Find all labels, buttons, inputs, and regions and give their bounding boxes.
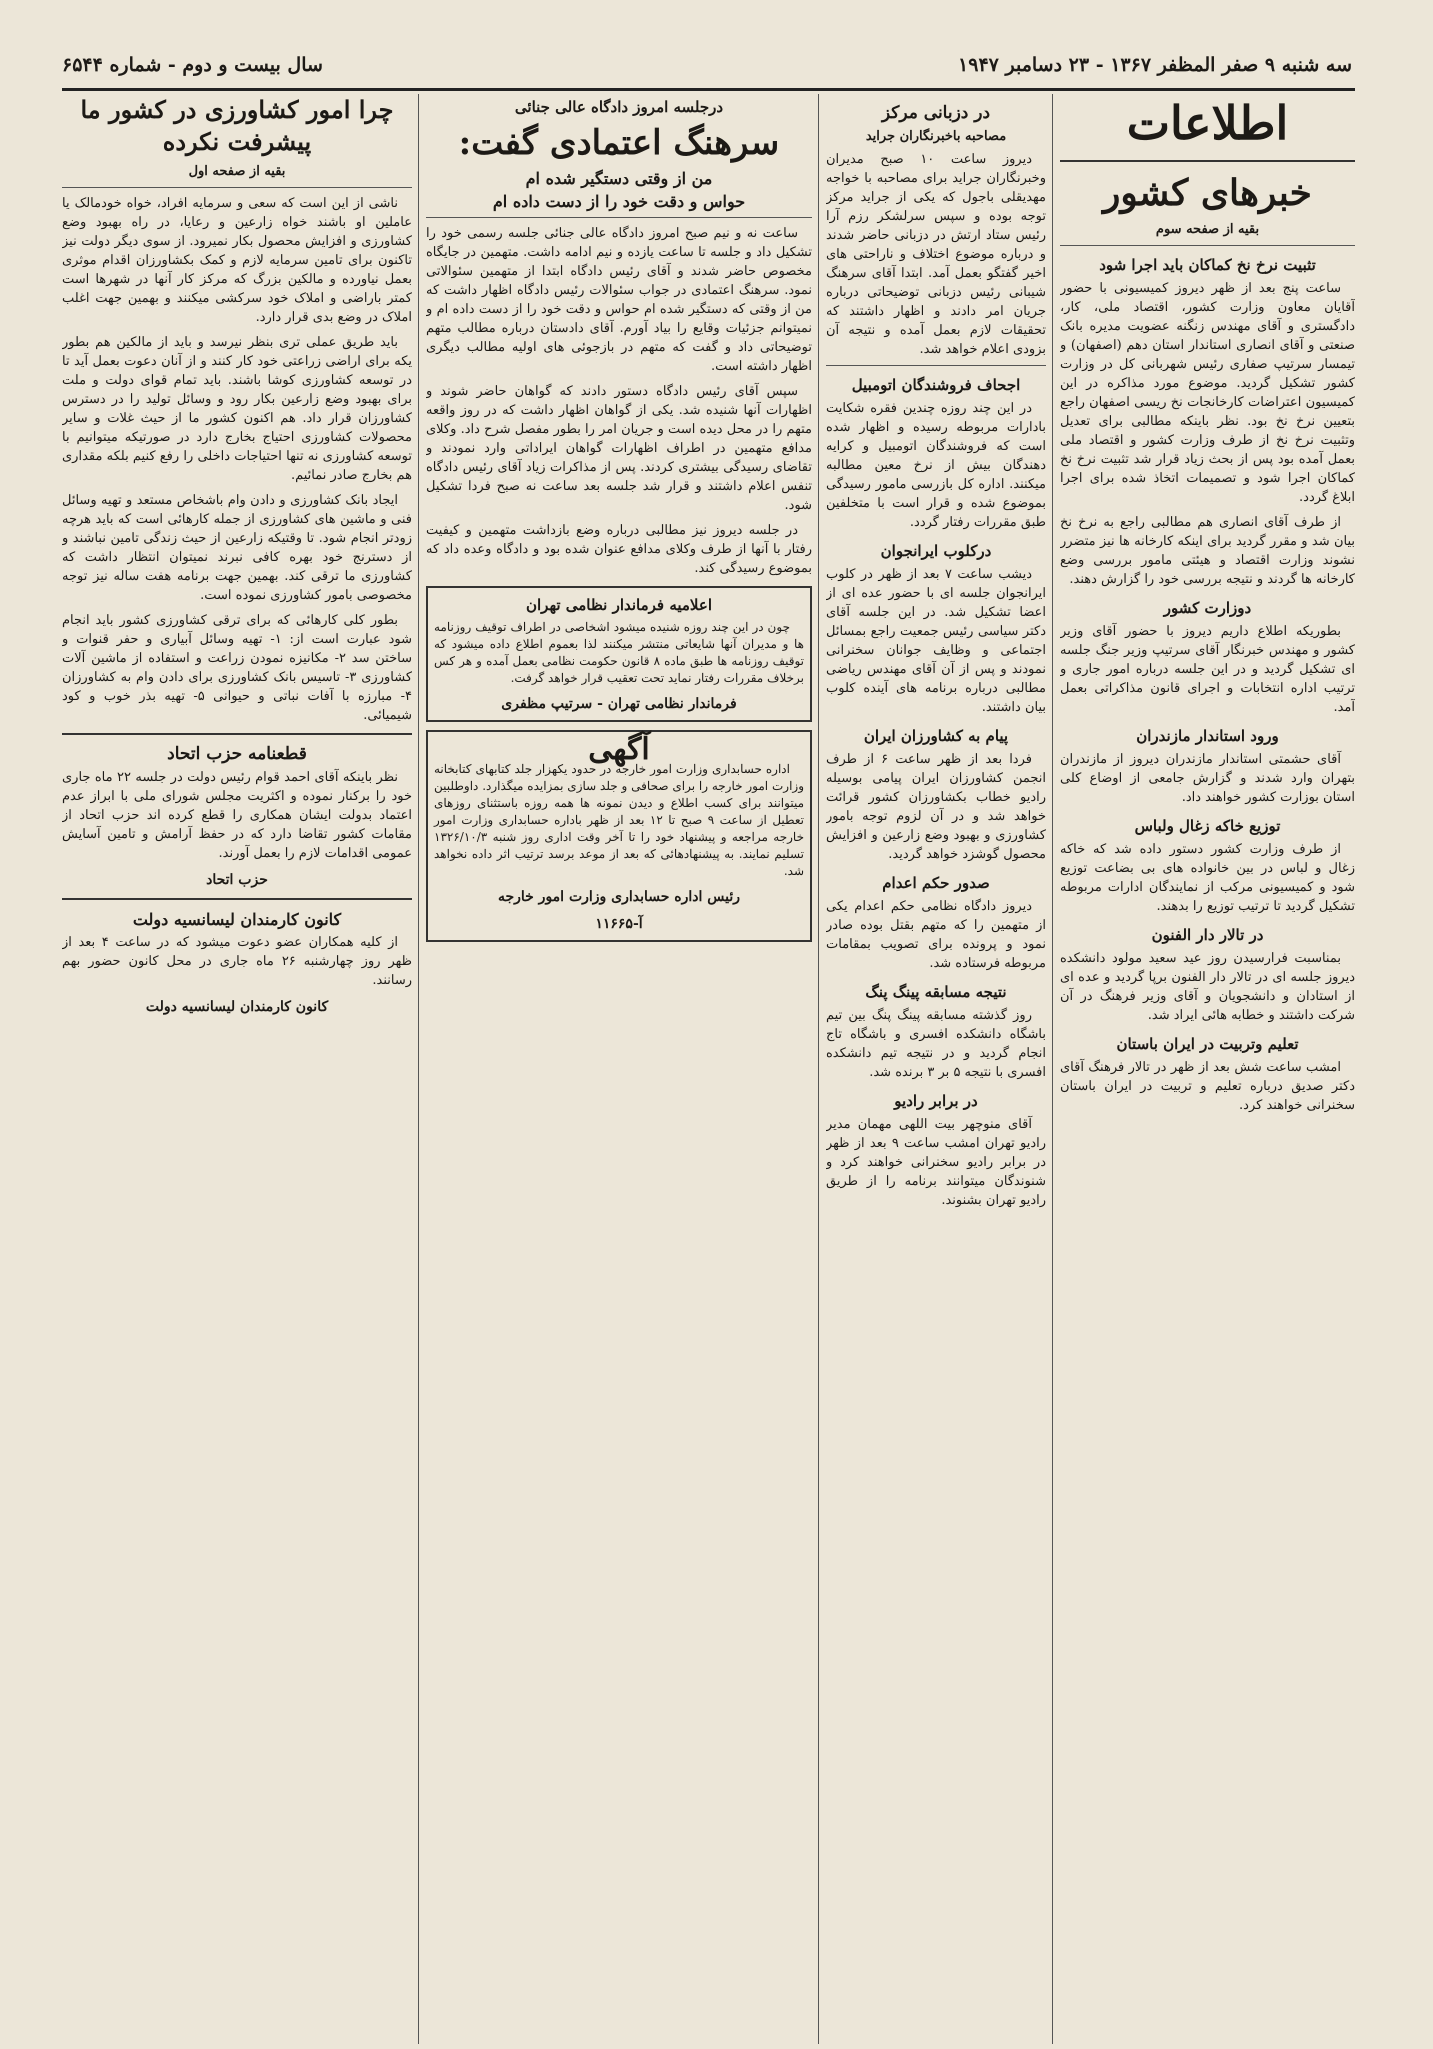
article-subheadline: حواس و دقت خود را از دست داده ام bbox=[492, 192, 746, 211]
rule bbox=[62, 733, 412, 735]
article-title: پیام به کشاورزان ایران bbox=[863, 727, 1009, 745]
article-title: نتیجه مسابقه پینگ پنگ bbox=[865, 983, 1007, 1001]
article-title: صدور حکم اعدام bbox=[882, 874, 990, 892]
advertisement bbox=[426, 730, 812, 942]
article-headline: سرهنگ اعتمادی گفت: bbox=[458, 123, 780, 163]
rule bbox=[826, 365, 1046, 366]
article-body: ایجاد بانک کشاورزی و دادن وام باشخاص مستعد و تهیه وسائل فنی و ماشین های کشاورزی از جمله کارهائی است که باید هرچه زودتر انجام شود. تا وقتیکه زارعین از حیث زندگی تامین نباشند و از دسترنج خود بهره کافی نبرند نمیتوان انتظار داشت که کشاورزی ما ترقی کند. بهمین جهت برنامه هفت ساله نیز توجه مخصوصی بامور کشاورزی نموده است. bbox=[62, 493, 412, 603]
section-subline: بقیه از صفحه سوم bbox=[1155, 222, 1260, 237]
newspaper-logo: اطلاعات bbox=[1126, 96, 1289, 150]
ad-body: اداره حسابداری وزارت امور خارجه در حدود یکهزار جلد کتابهای کتابخانه وزارت امور خارجه را برای صحافی و جلد سازی بمزایده میگذارد. داوطلبین میتوانند برای کسب اطلاع و دیدن نمونه ها همه روزه باستثنای روزهای تعطیل از ساعت ۹ صبح تا ۱۲ بعد از ظهر باداره حسابداری وزارت امور خارجه مراجعه و پیشنهاد خود را تا آخر وقت اداری روز شنبه ۱۳۲۶/۱۰/۳ تسلیم نمایند. به پیشنهادهائی که بعد از موعد برسد ترتیب اثر داده نخواهد شد. bbox=[434, 762, 804, 878]
article-body: دیروز دادگاه نظامی حکم اعدام یکی از متهمین را که متهم بقتل بوده صادر نمود و پرونده برای تصویب بمقامات مربوطه فرستاده شد. bbox=[826, 899, 1046, 971]
article-title: درکلوب ایرانجوان bbox=[880, 542, 992, 560]
ad-code: آ-۱۱۶۶۵ bbox=[595, 916, 643, 932]
article-title: در تالار دار الفنون bbox=[1151, 926, 1264, 944]
article-body: آقای منوچهر بیت اللهی مهمان مدیر رادیو تهران امشب ساعت ۹ بعد از ظهر در برابر رادیو سخنرانی خواهند کرد و شنوندگان میتوانند برنامه را از طریق رادیو تهران بشنوند. bbox=[826, 1117, 1046, 1208]
article-title: دوزارت کشور bbox=[1163, 599, 1252, 617]
rule bbox=[1060, 245, 1355, 246]
article-body: باید طریق عملی تری بنظر نیرسد و باید از مالکین هم بطور یکه برای اراضی زراعتی خود کار کنند و از آنان دعوت بعمل آید تا در توسعه کشاورزی کوشا باشند. باید تمام قوای دولت و ملت برای بهبود وضع زارعین بکار رود و وسائل تولید را در دسترس کشاورزان قرار داد. هم اکنون کشور ما از حیث غلات و سایر محصولات کشاورزی احتیاج بخارج دارد در صورتیکه میتوانیم با توسعه کشاورزی نه تنها احتیاجات داخلی را رفع کنیم بلکه مقداری هم بخارج صادر نمائیم. bbox=[62, 335, 412, 483]
column-news-2 bbox=[826, 94, 1046, 2044]
issue-date: سه شنبه ۹ صفر المظفر ۱۳۶۷ - ۲۳ دسامبر ۱۹۴۷ bbox=[958, 54, 1352, 76]
article-body: دیشب ساعت ۷ بعد از ظهر در کلوب ایرانجوان جلسه ای با حضور عده ای از اعضا تشکیل شد. در این جلسه آقای دکتر سیاسی رئیس جمعیت راجع بمسائل اجتماعی و وظایف جوانان سخنرانی نمودند و پس از آن آقای مهندس ریاضی مطالبی درباره برنامه های آینده کلوب بیان داشتند. bbox=[826, 567, 1046, 715]
article-title: تعلیم وتربیت در ایران باستان bbox=[1116, 1035, 1299, 1053]
article-signature: کانون کارمندان لیسانسیه دولت bbox=[145, 999, 329, 1015]
column-divider bbox=[818, 94, 819, 2044]
rule bbox=[1060, 160, 1355, 162]
article-subline: بقیه از صفحه اول bbox=[188, 164, 286, 179]
military-notice bbox=[426, 586, 812, 722]
article-body: ساعت پنج بعد از ظهر دیروز کمیسیونی با حضور آقایان معاون وزارت کشور، اقتصاد ملی، کار، دادگستری و آقای مهندس زنگنه عضویت مدیره بانک صنعتی و آقای انصاری استاندار استان دهم (اصفهان) و تیمسار سرتیپ صفاری رئیس شهربانی کل در وزارت کشور تشکیل گردید. موضوع مورد مذاکره در این کمیسیون اعتراضات کارخانجات نخ ریسی اصفهان راجع بتعیین نرخ نخ بود. نظر باینکه مطالبی برای تعدیل وتثبیت نرخ نخ از طرف وزارت کشور و اقتصاد ملی بعمل آمده بود پس از بحث زیاد قرار شد تثبیت نرخ نخ کماکان اجرا شود و تصمیمات اتخاذ شده برای اجرا ابلاغ گردد. bbox=[1060, 281, 1355, 505]
article-body: از طرف وزارت کشور دستور داده شد که خاکه زغال و لباس در بین خانواده های بی بضاعت توزیع شود و کمیسیونی مرکب از نمایندگان ادارات مربوطه تشکیل گردید تا ترتیب توزیع را بدهند. bbox=[1060, 842, 1355, 914]
article-title: در برابر رادیو bbox=[894, 1092, 978, 1110]
rule bbox=[62, 187, 412, 188]
ad-title: آگهی bbox=[588, 732, 650, 767]
section-headline: خبرهای کشور bbox=[1103, 172, 1312, 214]
article-body: امشب ساعت شش بعد از ظهر در تالار فرهنگ آقای دکتر صدیق درباره تعلیم و تربیت در ایران باستان سخنرانی خواهند کرد. bbox=[1060, 1060, 1355, 1113]
article-kicker: درجلسه امروز دادگاه عالی جنائی bbox=[514, 98, 724, 116]
article-signature: حزب اتحاد bbox=[206, 872, 268, 888]
ad-signature: رئیس اداره حسابداری وزارت امور خارجه bbox=[497, 889, 741, 905]
header-rule bbox=[62, 88, 1355, 91]
article-body: از طرف آقای انصاری هم مطالبی راجع به نرخ نخ بیان شد و مقرر گردید برای اینکه کارخانه ها نیز متضرر نشوند وزارت اقتصاد و هیئتی مامور بررسی وضع کارخانه ها گردند و نتیجه بررسی خود را گزارش دهند. bbox=[1060, 515, 1355, 587]
column-divider bbox=[418, 94, 419, 2044]
article-body: بمناسبت فرارسیدن روز عید سعید مولود دانشکده دیروز جلسه ای در تالار دار الفنون برپا گردید و عده ای از استادان و دانشجویان و آقای وزیر فرهنگ در آن شرکت داشتند و خطابه هائی ایراد شد. bbox=[1060, 951, 1355, 1023]
article-body: بطور کلی کارهائی که برای ترقی کشاورزی کشور باید انجام شود عبارت است از: ۱- تهیه وسائل آبیاری و حفر قنوات و ساختن سد ۲- مکانیزه نمودن زراعت و استفاده از ماشین آلات کشاورزی ۳- تاسیس بانک کشاورزی برای دادن وام به کشاورزان ۴- مبارزه با آفات نباتی و حیوانی ۵- تهیه بذر خوب و کود شیمیائی. bbox=[62, 613, 412, 723]
article-body: از کلیه همکاران عضو دعوت میشود که در ساعت ۴ بعد از ظهر روز چهارشنبه ۲۶ ماه جاری در محل کانون حضور بهم رسانند. bbox=[62, 935, 412, 988]
article-title: تثبیت نرخ نخ کماکان باید اجرا شود bbox=[1099, 256, 1316, 274]
column-agriculture bbox=[62, 94, 412, 2044]
article-body: بطوریکه اطلاع داریم دیروز با حضور آقای وزیر کشور و مهندس خبرنگار آقای سرتیپ وزیر جنگ جلسه ای تشکیل گردید و در این جلسه درباره امور جاری و ترتیب اداره انتخابات و اجرای قانون مذاکراتی بعمل آمد. bbox=[1060, 624, 1355, 715]
article-title: اجحاف فروشندگان اتومبیل bbox=[851, 376, 1021, 394]
article-body: ساعت نه و نیم صبح امروز دادگاه عالی جنائی جلسه رسمی خود را تشکیل داد و جلسه تا ساعت یازده و نیم ادامه داشت. متهمین در جایگاه مخصوص حاضر شدند و آقای رئیس دادگاه ابتدا از متهمین سئوالاتی نمود. سرهنگ اعتمادی در جواب سئوالات رئیس دادگاه اظهار داشت که من از وقتی که دستگیر شده ام حواس و دقت خود را از دست داده ام و نمیتوانم جزئیات وقایع را بیاد آورم. آقای دادستان درباره مطالب متهم توضیحاتی داد و گفت که متهم در بازجوئی های اولیه مطالب دیگری اظهار داشته است. bbox=[426, 226, 812, 374]
article-title: در دزبانی مرکز bbox=[881, 103, 991, 123]
notice-title: اعلامیه فرماندار نظامی تهران bbox=[526, 596, 712, 614]
article-title: کانون کارمندان لیسانسیه دولت bbox=[132, 910, 342, 929]
article-headline: چرا امور کشاورزی در کشور ما پیشرفت نکرده bbox=[80, 95, 394, 156]
column-divider bbox=[1052, 94, 1053, 2044]
article-body: ناشی از این است که سعی و سرمایه افراد، خواه خودمالک یا عاملین او باشند خواه زارعین و رعایا، در راه بهبود وضع کشاورزی و افزایش محصول بکار نمیرود. از سوی دیگر دولت نیز تاکنون برای تامین سرمایه لازم و کمک بکشاورزان اقدام موثری بعمل نیاورده و مالکین بزرگ که مرکز کار آنها در شهرها است کمتر باراضی و املاک خود سرکشی میکنند و بهمین جهت اغلب املاک در وضع بدی قرار دارد. bbox=[62, 196, 412, 325]
article-title: قطعنامه حزب اتحاد bbox=[167, 744, 307, 764]
article-body: سپس آقای رئیس دادگاه دستور دادند که گواهان حاضر شوند و اظهارات آنها شنیده شد. یکی از گواهان اظهار داشت که در روز واقعه متهم را در محل دیده است و جریان امر را بطور مفصل شرح داد. وکلای مدافع متهمین در اطراف اظهارات گواهان ایراداتی وارد نمودند و تقاضای رسیدگی بیشتری کردند. پس از مذاکرات زیاد آقای رئیس دادگاه تنفس اعلام داشتند و قرار شد جلسه بعد ساعت نه صبح فردا تشکیل شود. bbox=[426, 384, 812, 513]
column-court-story bbox=[426, 94, 812, 2044]
article-body: دیروز ساعت ۱۰ صبح مدیران وخبرنگاران جراید برای مصاحبه با خواجه مهدیقلی باجول که یکی از جراید مرکز توجه بوده و سپس سرلشکر رزم آرا رئیس ستاد ارتش در دزبانی حاضر شدند و درباره موضوع اختلاف و ناراحتی های اخیر گفتگو بعمل آمد. ابتدا آقای سرهنگ شیبانی رئیس دزبانی توضیحاتی درباره جریان امر دادند و اظهار داشتند که تحقیقات لازم بعمل آمده و نتیجه آن بزودی اعلام خواهد شد. bbox=[826, 152, 1046, 357]
notice-body: چون در این چند روزه شنیده میشود اشخاصی در اطراف توقیف روزنامه ها و مدیران آنها شایعاتی منتشر میکنند لذا بعموم اطلاع داده میشود که توقیف روزنامه ها طبق ماده ۸ قانون حکومت نظامی بعمل آمده و هر کس برخلاف مقررات رفتار نماید تحت تعقیب قرار خواهد گرفت. bbox=[434, 620, 804, 685]
article-body: روز گذشته مسابقه پینگ پنگ بین تیم باشگاه دانشکده افسری و باشگاه تاج انجام گردید و در نتیجه تیم دانشکده افسری با نتیجه ۵ بر ۳ برنده شد. bbox=[826, 1008, 1046, 1080]
article-body: در این چند روزه چندین فقره شکایت بادارات مربوطه رسیده و اظهار شده است که فروشندگان اتومبیل و کرایه دهندگان بیش از نرخ معین مطالبه میکنند. اداره کل بازرسی مامور رسیدگی بموضوع شده و قرار است با متخلفین طبق مقررات رفتار گردد. bbox=[826, 401, 1046, 530]
notice-signature: فرماندار نظامی تهران - سرتیپ مظفری bbox=[501, 696, 737, 712]
masthead-strip bbox=[62, 54, 1352, 82]
article-subheadline: من از وقتی دستگیر شده ام bbox=[525, 169, 713, 188]
column-local-news bbox=[1060, 94, 1355, 2044]
article-body: فردا بعد از ظهر ساعت ۶ از طرف انجمن کشاورزان ایران پیامی بوسیله رادیو خطاب بکشاورزان کشور قرائت خواهد شد و در آن لزوم توجه بامور کشاورزی و بهبود وضع زارعین و افزایش محصول گوشزد خواهد گردید. bbox=[826, 752, 1046, 862]
article-body: آقای حشمتی استاندار مازندران دیروز از مازندران بتهران وارد شدند و گزارش جامعی از اوضاع کلی استان بوزارت کشور خواهند داد. bbox=[1060, 752, 1355, 805]
article-body: نظر باینکه آقای احمد قوام رئیس دولت در جلسه ۲۲ ماه جاری خود را برکنار نموده و اکثریت مجلس شورای ملی با ابراز عدم اعتماد بدولت ایشان همکاری را قطع کرده اند حزب اتحاد از مقامات کشور تقاضا دارد که در حفظ آرامش و تامین آسایش عمومی اقدامات لازم را بعمل آورند. bbox=[62, 770, 412, 861]
rule bbox=[62, 898, 412, 900]
article-subtitle: مصاحبه باخبرنگاران جراید bbox=[865, 129, 1007, 144]
rule bbox=[426, 217, 812, 218]
article-title: توزیع خاکه زغال ولباس bbox=[1134, 817, 1281, 835]
issue-number: سال بیست و دوم - شماره ۶۵۴۴ bbox=[62, 54, 323, 76]
article-body: در جلسه دیروز نیز مطالبی درباره وضع بازداشت متهمین و کیفیت رفتار با آنها از طرف وکلای مدافع عنوان شده بود و دادگاه وعده داد که بموضوع رسیدگی کند. bbox=[426, 523, 812, 576]
article-title: ورود استاندار مازندران bbox=[1136, 727, 1279, 745]
